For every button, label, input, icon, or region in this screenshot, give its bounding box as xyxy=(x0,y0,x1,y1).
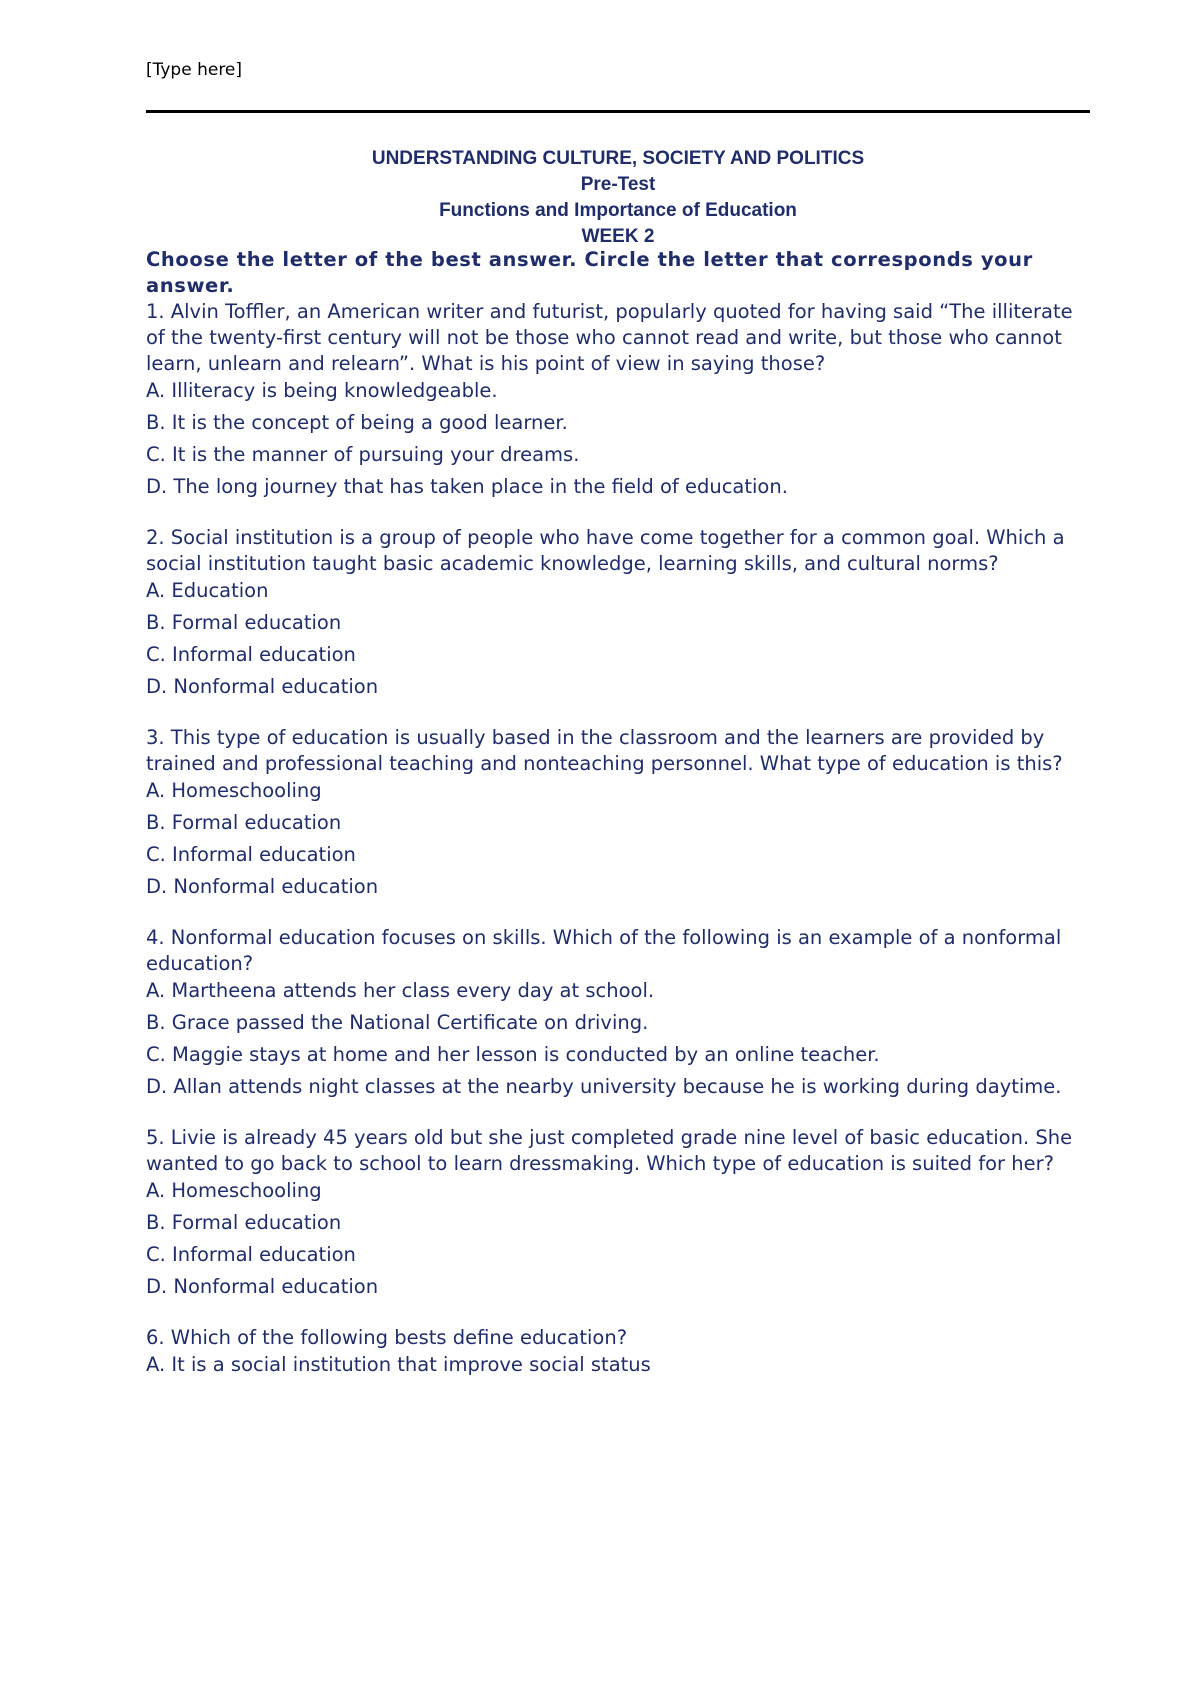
question-stem: 5. Livie is already 45 years old but she just completed grade nine level of basic education. She wanted to go back to school to learn dressmaking. Which type of education is suited for her? xyxy=(146,1126,1073,1175)
question-stem: 3. This type of education is usually based in the classroom and the learners are provided by trained and professional teaching and nonteaching personnel. What type of education is this? xyxy=(146,726,1063,775)
answer-option[interactable]: A. It is a social institution that improve social status xyxy=(146,1353,651,1376)
answer-options xyxy=(146,378,1090,500)
answer-option[interactable]: C. Maggie stays at home and her lesson is conducted by an online teacher. xyxy=(146,1043,880,1066)
question-stem: 4. Nonformal education focuses on skills. Which of the following is an example of a nonformal education? xyxy=(146,926,1062,975)
test-title: Pre-Test xyxy=(580,174,656,195)
header-divider xyxy=(146,110,1090,113)
answer-option[interactable]: B. Formal education xyxy=(146,611,342,634)
answer-option[interactable]: C. Informal education xyxy=(146,643,356,666)
answer-option[interactable]: A. Education xyxy=(146,579,269,602)
question-4 xyxy=(146,925,1090,1100)
topic-title: Functions and Importance of Education xyxy=(439,200,797,221)
answer-options xyxy=(146,1178,1090,1300)
document-title-block xyxy=(146,146,1090,250)
spacer xyxy=(146,1300,1090,1325)
answer-option[interactable]: B. It is the concept of being a good learner. xyxy=(146,411,568,434)
answer-option[interactable]: C. Informal education xyxy=(146,843,356,866)
week-title: WEEK 2 xyxy=(581,226,655,247)
spacer xyxy=(146,900,1090,925)
answer-options xyxy=(146,778,1090,900)
answer-option[interactable]: C. Informal education xyxy=(146,1243,356,1266)
question-stem: 1. Alvin Toffler, an American writer and futurist, popularly quoted for having said “The illiterate of the twenty-first century will not be those who cannot read and write, but those who cannot learn, unlearn and relearn”. What is his point of view in saying those? xyxy=(146,300,1073,375)
spacer xyxy=(146,500,1090,525)
answer-options xyxy=(146,1352,1090,1378)
course-title: UNDERSTANDING CULTURE, SOCIETY AND POLITICS xyxy=(371,148,865,169)
answer-option[interactable]: D. The long journey that has taken place in the field of education. xyxy=(146,475,788,498)
answer-option[interactable]: B. Formal education xyxy=(146,1211,342,1234)
answer-option[interactable]: D. Allan attends night classes at the nearby university because he is working during daytime. xyxy=(146,1075,1062,1098)
question-6 xyxy=(146,1325,1090,1378)
answer-option[interactable]: D. Nonformal education xyxy=(146,675,379,698)
answer-option[interactable]: D. Nonformal education xyxy=(146,1275,379,1298)
question-5 xyxy=(146,1125,1090,1300)
answer-option[interactable]: A. Homeschooling xyxy=(146,1179,322,1202)
question-3 xyxy=(146,725,1090,900)
answer-option[interactable]: A. Martheena attends her class every day at school. xyxy=(146,979,655,1002)
question-stem: 2. Social institution is a group of people who have come together for a common goal. Which a social institution taught basic academic knowledge, learning skills, and cultural norms? xyxy=(146,526,1065,575)
question-2 xyxy=(146,525,1090,700)
answer-option[interactable]: A. Homeschooling xyxy=(146,779,322,802)
spacer xyxy=(146,700,1090,725)
answer-option[interactable]: A. Illiteracy is being knowledgeable. xyxy=(146,379,498,402)
answer-option[interactable]: B. Formal education xyxy=(146,811,342,834)
answer-option[interactable]: D. Nonformal education xyxy=(146,875,379,898)
spacer xyxy=(146,1100,1090,1125)
instructions-text: Choose the letter of the best answer. Circle the letter that corresponds your answer. xyxy=(146,248,1033,297)
answer-option[interactable]: C. It is the manner of pursuing your dreams. xyxy=(146,443,580,466)
document-content xyxy=(146,247,1090,1378)
page-header-placeholder: [Type here] xyxy=(146,60,243,80)
answer-options xyxy=(146,978,1090,1100)
answer-options xyxy=(146,578,1090,700)
answer-option[interactable]: B. Grace passed the National Certificate on driving. xyxy=(146,1011,649,1034)
question-1 xyxy=(146,299,1090,500)
question-stem: 6. Which of the following bests define education? xyxy=(146,1326,628,1349)
